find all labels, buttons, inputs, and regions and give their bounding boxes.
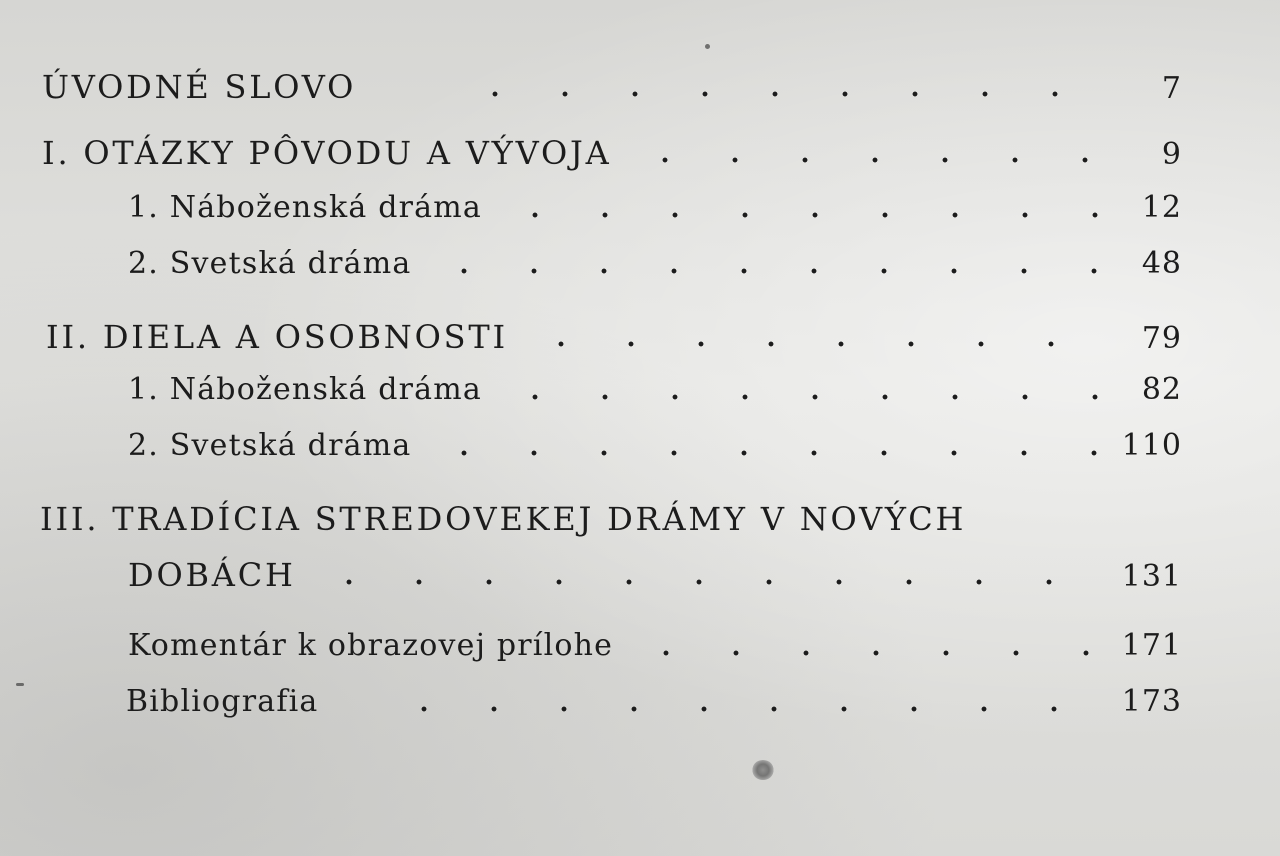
toc-entry-chapter-1 [42, 134, 1182, 172]
toc-entry-page: 9 [1161, 137, 1182, 172]
toc-entry-chapter-3-line-1 [40, 500, 1180, 538]
toc-entry-chapter-1-section-2 [128, 246, 1182, 281]
paper-speck [16, 683, 24, 686]
toc-entry-uvodne-slovo [42, 68, 1182, 106]
toc-entry-label: 2. Svetská dráma [128, 428, 412, 463]
dot-leader [389, 706, 1108, 712]
dot-leader [429, 268, 1108, 274]
toc-entry-label: I. OTÁZKY PÔVODU A VÝVOJA [42, 134, 612, 172]
toc-entry-page: 7 [1161, 71, 1182, 106]
dot-leader [460, 91, 1108, 97]
toc-entry-label: 1. Náboženská dráma [128, 190, 483, 225]
toc-entry-label: 2. Svetská dráma [128, 246, 412, 281]
toc-entry-page: 173 [1121, 684, 1182, 719]
toc-entry-label: ÚVODNÉ SLOVO [42, 68, 357, 106]
toc-entry-chapter-2-section-2 [128, 428, 1182, 463]
paper-speck [705, 44, 710, 49]
toc-entry-page: 48 [1141, 246, 1182, 281]
dot-leader [631, 650, 1108, 656]
dot-leader [314, 579, 1108, 585]
toc-entry-bibliografia [126, 684, 1182, 719]
toc-entry-chapter-1-section-1 [128, 190, 1182, 225]
toc-entry-page: 171 [1121, 628, 1182, 663]
toc-entry-chapter-2-section-1 [128, 372, 1182, 407]
toc-entry-page: 82 [1141, 372, 1182, 407]
dot-leader [630, 157, 1108, 163]
dot-leader [429, 450, 1107, 456]
toc-entry-label: Bibliografia [126, 684, 319, 719]
toc-entry-label: II. DIELA A OSOBNOSTI [46, 318, 508, 356]
toc-entry-page: 131 [1121, 559, 1182, 594]
toc-entry-page: 110 [1121, 428, 1182, 463]
ornament-mark [752, 760, 774, 780]
toc-entry-label: III. TRADÍCIA STREDOVEKEJ DRÁMY V NOVÝCH [40, 500, 967, 538]
dot-leader [500, 394, 1108, 400]
toc-entry-page: 12 [1141, 190, 1182, 225]
toc-entry-chapter-2 [46, 318, 1182, 356]
toc-entry-page: 79 [1141, 321, 1182, 356]
toc-entry-label: 1. Náboženská dráma [128, 372, 483, 407]
toc-entry-chapter-3-line-2 [128, 556, 1182, 594]
toc-entry-label: Komentár k obrazovej prílohe [128, 628, 614, 663]
dot-leader [526, 341, 1108, 347]
toc-entry-komentar [128, 628, 1182, 663]
toc-entry-label: DOBÁCH [128, 556, 296, 594]
dot-leader [500, 212, 1108, 218]
